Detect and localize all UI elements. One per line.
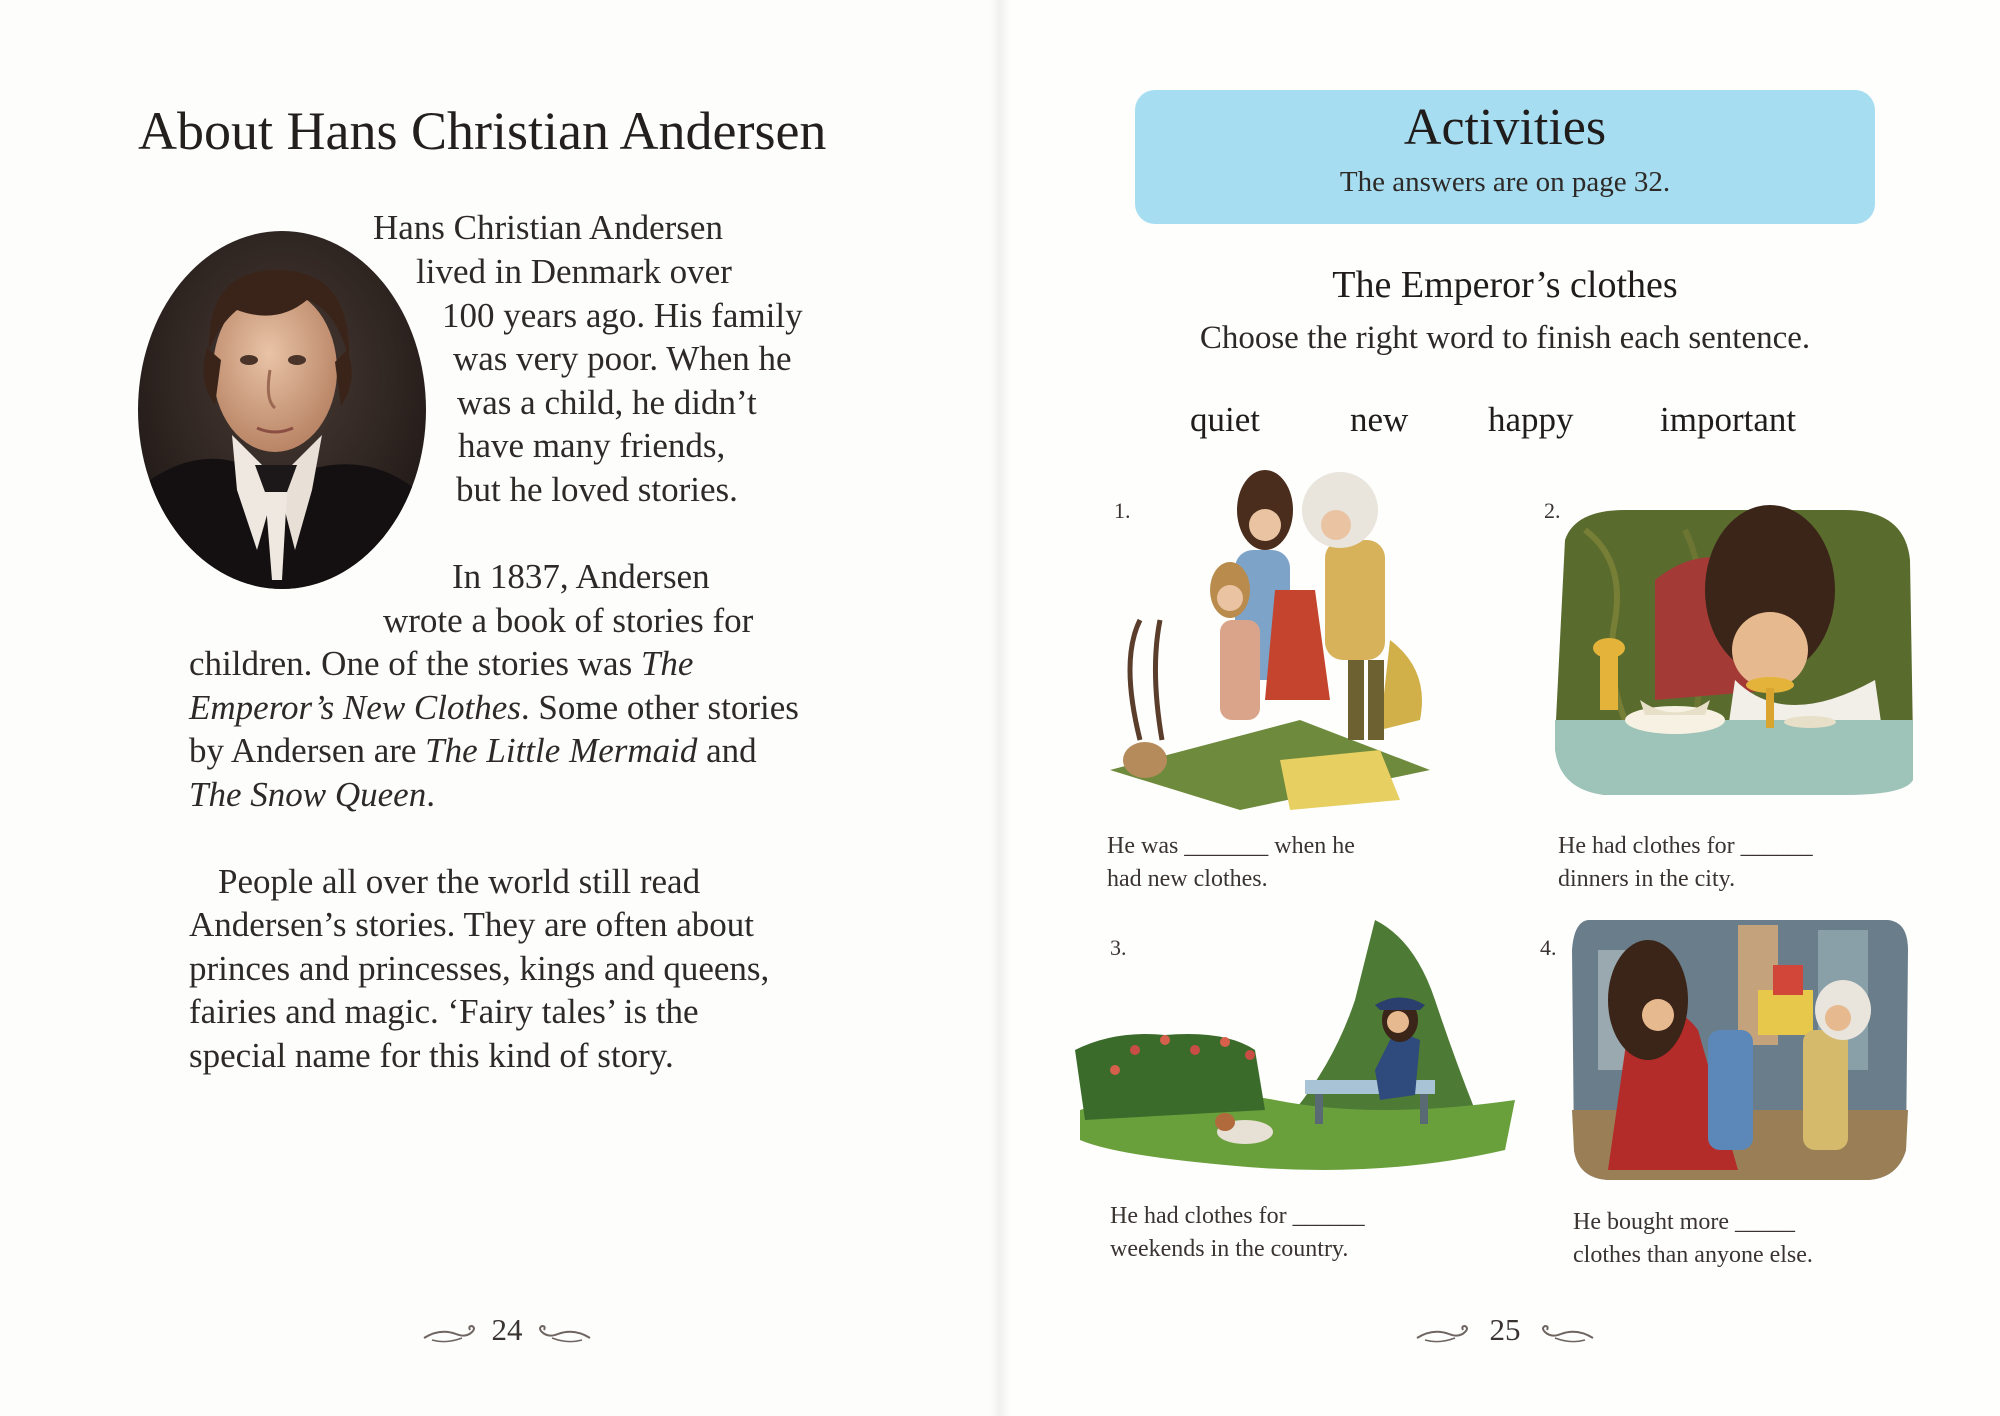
activity-number: 4. <box>1540 935 1557 960</box>
book-title-text: Emperor’s New Clothes <box>189 688 521 727</box>
activity-number: 1. <box>1114 498 1131 523</box>
text-line: People all over the world still read <box>218 862 701 901</box>
text-line: 100 years ago. His family <box>442 296 803 335</box>
text-line: fairies and magic. ‘Fairy tales’ is the <box>189 992 699 1031</box>
andersen-portrait <box>137 230 427 590</box>
illustration-tailors-showing-clothes <box>1100 470 1500 820</box>
activity-caption <box>1558 830 1813 896</box>
activities-banner <box>1135 90 1875 224</box>
text-line <box>189 642 693 686</box>
text-segment: and <box>697 731 757 770</box>
caption-line: He was _______ when he <box>1107 833 1355 859</box>
text-line: special name for this kind of story. <box>189 1036 674 1075</box>
text-line <box>189 729 757 773</box>
book-title-text: The <box>640 644 694 683</box>
text-line <box>189 686 799 730</box>
activity-caption <box>1110 1200 1365 1266</box>
text-line: princes and princesses, kings and queens, <box>189 949 770 988</box>
text-segment: . Some other stories <box>520 688 799 727</box>
book-title-text: The Little Mermaid <box>425 731 698 770</box>
activities-title: Activities <box>1403 99 1607 156</box>
text-segment: by Andersen are <box>189 731 426 770</box>
word-bank-item: new <box>1350 400 1409 439</box>
answers-note: The answers are on page 32. <box>1339 166 1671 198</box>
page-number: 25 <box>1489 1312 1521 1347</box>
caption-line: had new clothes. <box>1107 866 1268 892</box>
text-line: have many friends, <box>458 426 726 465</box>
text-segment: . <box>426 775 435 814</box>
illustration-emperor-dining <box>1545 500 1915 800</box>
text-line <box>189 773 435 817</box>
book-gutter <box>990 0 1010 1416</box>
section-title: The Emperor’s clothes <box>1332 264 1678 306</box>
page-number-left <box>407 1308 607 1358</box>
instructions: Choose the right word to finish each sentence. <box>1199 320 1811 356</box>
text-line: Hans Christian Andersen <box>373 208 723 247</box>
caption-line: He bought more _____ <box>1573 1209 1795 1235</box>
activity-number: 3. <box>1110 935 1127 960</box>
word-bank-item: quiet <box>1190 400 1260 439</box>
caption-line: clothes than anyone else. <box>1573 1242 1813 1268</box>
activity-caption <box>1573 1206 1813 1272</box>
illustration-emperor-shopping <box>1568 910 1910 1182</box>
text-line: lived in Denmark over <box>416 252 732 291</box>
text-line: was a child, he didn’t <box>457 383 757 422</box>
word-bank-item: happy <box>1488 400 1574 439</box>
text-line: Andersen’s stories. They are often about <box>189 905 755 944</box>
text-line: In 1837, Andersen <box>452 557 710 596</box>
activity-number: 2. <box>1544 498 1561 523</box>
word-bank-item: important <box>1660 400 1797 439</box>
text-segment: children. One of the stories was <box>189 644 641 683</box>
page-number: 24 <box>491 1312 523 1347</box>
page-number-right <box>1405 1308 1605 1358</box>
activity-caption <box>1107 830 1355 896</box>
flourish-right-icon <box>532 1320 592 1346</box>
page-title: About Hans Christian Andersen <box>138 101 827 161</box>
book-title-text: The Snow Queen <box>189 775 427 814</box>
caption-line: He had clothes for ______ <box>1558 833 1813 859</box>
text-line: was very poor. When he <box>453 339 792 378</box>
caption-line: weekends in the country. <box>1110 1236 1349 1262</box>
flourish-right-icon <box>1535 1320 1595 1346</box>
text-line: wrote a book of stories for <box>383 601 754 640</box>
caption-line: dinners in the city. <box>1558 866 1736 892</box>
illustration-emperor-on-bench <box>1075 910 1515 1180</box>
text-line: but he loved stories. <box>456 470 738 509</box>
caption-line: He had clothes for ______ <box>1110 1203 1365 1229</box>
